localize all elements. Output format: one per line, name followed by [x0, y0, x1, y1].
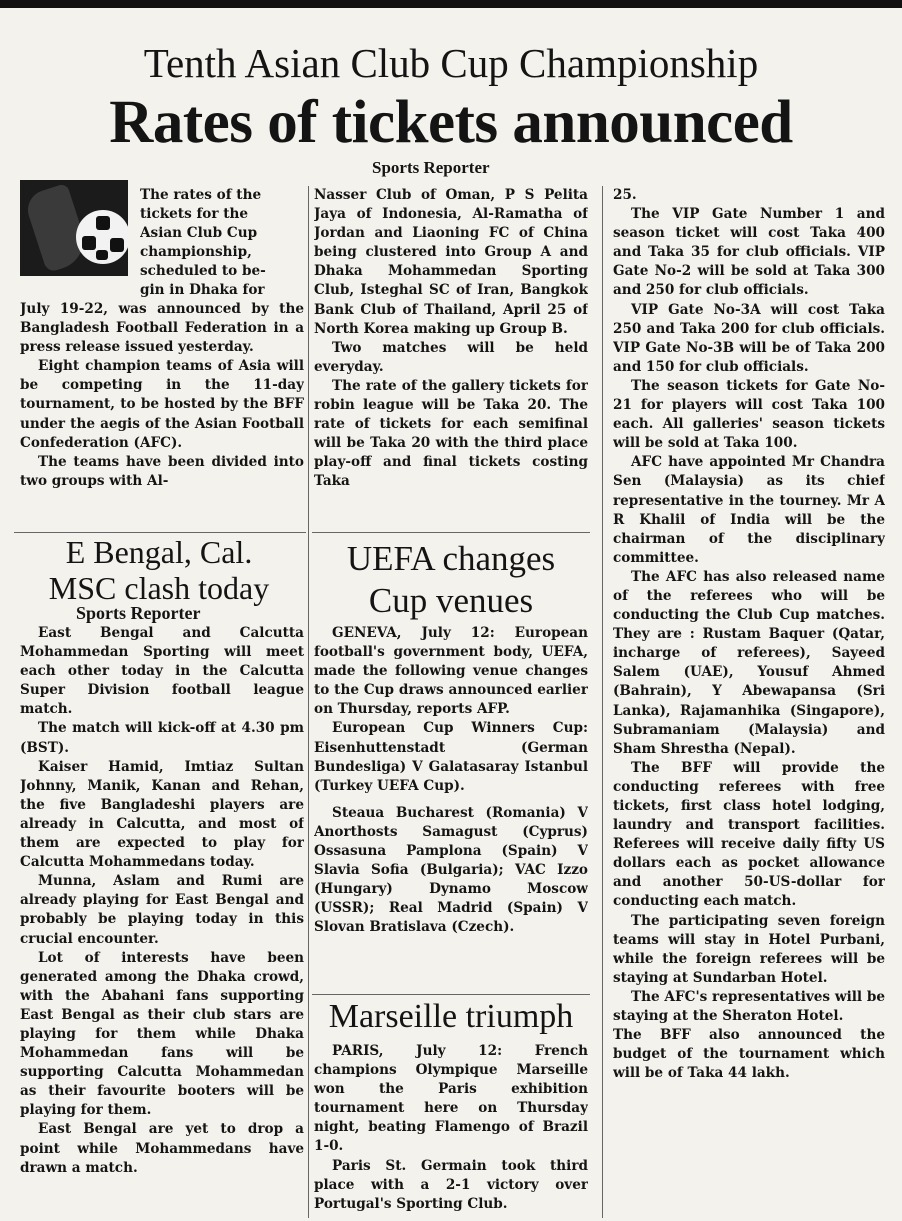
lead-line: championship, [140, 244, 252, 261]
paragraph: VIP Gate No-3A will cost Taka 250 and Taka 200 for club officials. VIP Gate No-3B will be of Taka 200 and 150 for club officials. [613, 301, 885, 375]
kicker: Tenth Asian Club Cup Championship [143, 40, 759, 86]
paragraph: The VIP Gate Number 1 and season ticket will cost Taka 400 and Taka 35 for club officials. VIP Gate No-2 will be sold at Taka 300 and 250 for club officials. [613, 206, 885, 299]
marseille-story-body [314, 1042, 588, 1218]
divider [14, 532, 306, 533]
marseille-headline: Marseille triumph [328, 998, 574, 1035]
paragraph: Paris St. Germain took third place with a 2-1 victory over Portugal's Sporting Club. [314, 1157, 588, 1212]
divider [312, 994, 590, 995]
paragraph: East Bengal and Calcutta Mohammedan Sporting will meet each other today in the Calcutta Super Division football league match. [20, 625, 304, 718]
paragraph: The BFF will provide the conducting referees with free tickets, first class hotel lodging, laundry and transport facilities. Referees will receive daily fifty US dollars each as pocket allowance and another 50-US-dollar for conducting each match. [613, 759, 885, 910]
divider [312, 532, 590, 533]
paragraph: The AFC has also released name of the referees who will be conducting the Club Cup matches. They are : Rustam Baquer (Qatar, incharge of referees), Sayeed Salem (UAE), Yousuf Ahmed (Bahrain), Y Abewapansa (Sri Lanka), Rajamanhika (Singapore), Subramaniam (Malaysia) and Sham Shrestha (Nepal). [613, 568, 885, 757]
main-story-col1 [20, 300, 304, 532]
paragraph: European Cup Winners Cup: Eisenhuttenstadt (German Bundesliga) V Galatasaray Istanbul (Turkey UEFA Cup). [314, 720, 588, 794]
uefa-headline [314, 538, 588, 622]
eb-story-body [20, 624, 304, 1216]
lead-line: gin in Dhaka for [140, 282, 265, 299]
paragraph: AFC have appointed Mr Chandra Sen (Malaysia) as its chief representative in the tourney. Mr A R Khalil of India will be the chairman of the disciplinary committee. [613, 454, 885, 566]
lead-line: scheduled to be- [140, 263, 266, 280]
paragraph: The BFF also announced the budget of the tournament which will be of Taka 44 lakh. [613, 1027, 885, 1082]
uefa-headline-line: Cup venues [368, 581, 534, 620]
main-byline: Sports Reporter [372, 158, 490, 177]
lead-line: tickets for the [140, 206, 249, 223]
paragraph: July 19-22, was announced by the Bangladesh Football Federation in a press release issued yesterday. [20, 301, 304, 356]
paragraph: The participating seven foreign teams will stay in Hotel Purbani, while the foreign referees will be staying at Sundarban Hotel. [613, 912, 885, 986]
headline: Rates of tickets announced [109, 89, 793, 156]
paragraph: Steaua Bucharest (Romania) V Anorthosts Samagust (Cyprus) Ossasuna Pamplona (Spain) V Slavia Sofia (Bulgaria); VAC Izzo (Hungary) Dynamo Moscow (USSR); Real Madrid (Spain) V Slovan Bratislava (Czech). [314, 804, 588, 936]
main-story-col2 [314, 186, 588, 531]
main-story-col3 [613, 186, 885, 1218]
football-photo [20, 180, 128, 276]
column-rule [308, 186, 309, 1218]
paragraph: Two matches will be held everyday. [314, 339, 588, 375]
lead-line: Asian Club Cup [140, 225, 258, 242]
paragraph: Lot of interests have been generated among the Dhaka crowd, with the Abahani fans supporting East Bengal as their club stars are playing for them while Dhaka Mohammedan fans will be supporting Calcutta Mohammedan as their favourite booters will be playing for them. [20, 949, 304, 1119]
paragraph: Kaiser Hamid, Imtiaz Sultan Johnny, Manik, Kanan and Rehan, the five Bangladeshi players are already in Calcutta, and most of them are expected to play for Calcutta Mohammedans today. [20, 758, 304, 871]
football-icon [76, 210, 128, 264]
paragraph: GENEVA, July 12: European football's government body, UEFA, made the following venue changes to the Cup draws announced earlier on Thursday, reports AFP. [314, 625, 588, 718]
page-top-rule [0, 0, 902, 8]
eb-headline [14, 534, 304, 606]
paragraph: Munna, Aslam and Rumi are already playing for East Bengal and probably be playing today in this crucial encounter. [20, 873, 304, 947]
paragraph: Nasser Club of Oman, P S Pelita Jaya of Indonesia, Al-Ramatha of Jordan and Liaoning FC of China being clustered into Group A and Dhaka Mohammedan Sporting Club, Isteghal SC of Iran, Bangkok Bank Club of Thailand, April 25 of North Korea making up Group B. [314, 187, 588, 337]
main-story-lead [140, 186, 294, 301]
paragraph: The teams have been divided into two groups with Al- [20, 453, 304, 489]
uefa-story-body [314, 624, 588, 992]
paragraph: The match will kick-off at 4.30 pm (BST). [20, 720, 304, 756]
paragraph: East Bengal are yet to drop a point while Mohammedans have drawn a match. [20, 1121, 304, 1176]
eb-headline-line: E Bengal, Cal. [65, 534, 253, 570]
paragraph: Eight champion teams of Asia will be competing in the 11-day tournament, to be hosted by the BFF under the aegis of the Asian Football Confederation (AFC). [20, 358, 304, 451]
paragraph: The rate of the gallery tickets for robin league will be Taka 20. The rate of tickets for each semifinal will be Taka 20 with the third place play-off and final tickets costing Taka [314, 377, 588, 490]
eb-headline-line: MSC clash today [48, 570, 270, 606]
paragraph: PARIS, July 12: French champions Olympique Marseille won the Paris exhibition tournament here on Thursday night, beating Flamengo of Brazil 1-0. [314, 1043, 588, 1155]
paragraph: The AFC's representatives will be staying at the Sheraton Hotel. [613, 988, 885, 1025]
lead-line: The rates of the [140, 187, 262, 203]
eb-byline: Sports Reporter [76, 603, 201, 623]
paragraph: The season tickets for Gate No-21 for players will cost Taka 100 each. All galleries' season tickets will be sold at Taka 100. [613, 377, 885, 452]
paragraph: 25. [613, 187, 637, 203]
column-rule [602, 186, 603, 1218]
uefa-headline-line: UEFA changes [346, 539, 556, 578]
